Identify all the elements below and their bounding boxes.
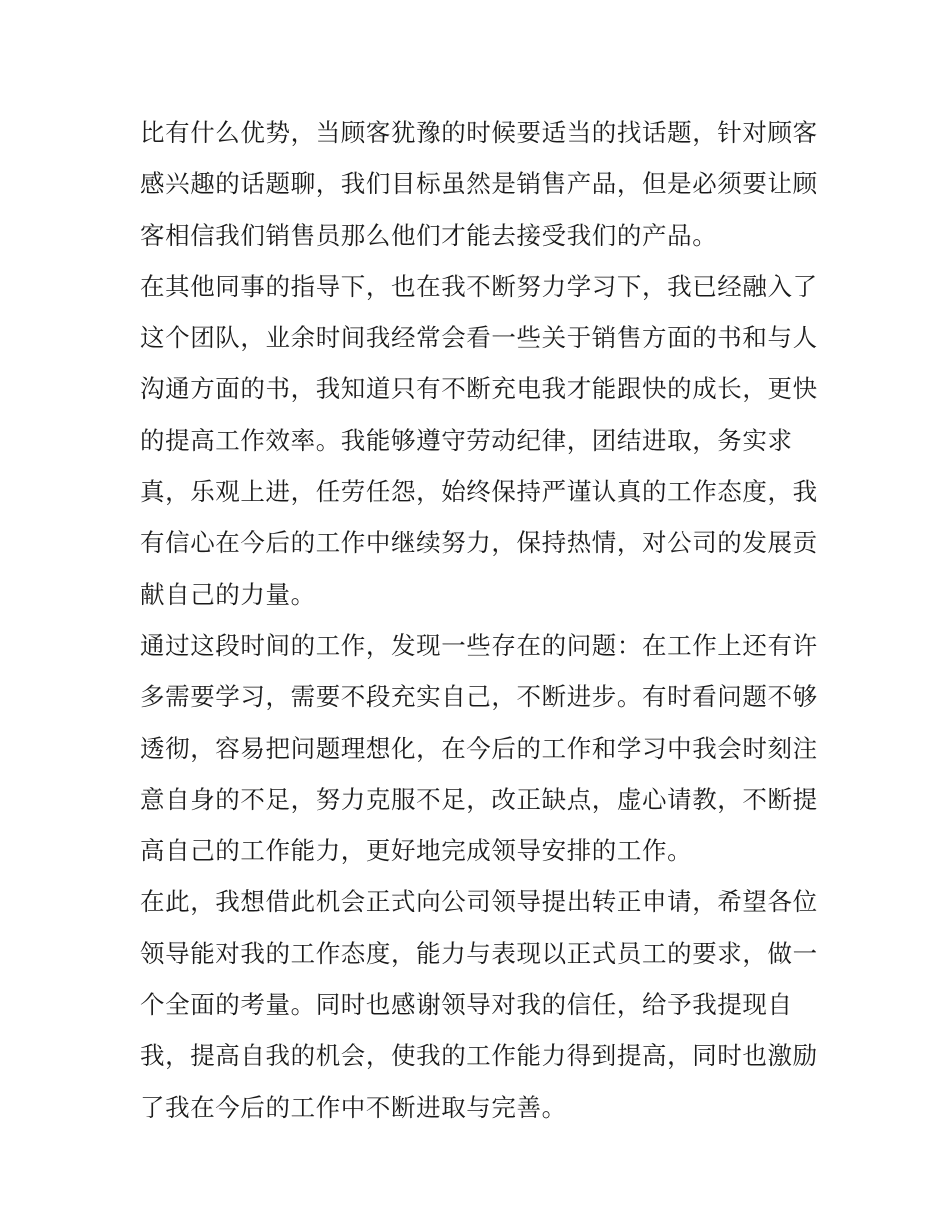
text-line: 献自己的力量。 xyxy=(140,579,316,609)
text-line: 感兴趣的话题聊，我们目标虽然是销售产品，但是必须要让顾 xyxy=(140,169,818,199)
text-line: 意自身的不足，努力克服不足，改正缺点，虚心请教，不断提 xyxy=(140,784,818,814)
document-body xyxy=(140,107,820,1133)
text-line: 高自己的工作能力，更好地完成领导安排的工作。 xyxy=(140,836,693,866)
text-line: 有信心在今后的工作中继续努力，保持热情，对公司的发展贡 xyxy=(140,528,818,558)
text-line: 多需要学习，需要不段充实自己，不断进步。有时看问题不够 xyxy=(140,682,818,712)
text-line: 领导能对我的工作态度，能力与表现以正式员工的要求，做一 xyxy=(140,938,818,968)
text-line: 在其他同事的指导下，也在我不断努力学习下，我已经融入了 xyxy=(140,271,818,301)
text-line: 沟通方面的书，我知道只有不断充电我才能跟快的成长，更快 xyxy=(140,374,818,404)
text-line: 客相信我们销售员那么他们才能去接受我们的产品。 xyxy=(140,220,718,250)
text-line: 真，乐观上进，任劳任怨，始终保持严谨认真的工作态度，我 xyxy=(140,477,818,507)
text-line: 通过这段时间的工作，发现一些存在的问题：在工作上还有许 xyxy=(140,630,818,660)
text-line: 这个团队，业余时间我经常会看一些关于销售方面的书和与人 xyxy=(140,323,818,353)
text-line: 个全面的考量。同时也感谢领导对我的信任，给予我提现自 xyxy=(140,990,793,1020)
text-line: 的提高工作效率。我能够遵守劳动纪律，团结进取，务实求 xyxy=(140,425,793,455)
text-line: 在此，我想借此机会正式向公司领导提出转正申请，希望各位 xyxy=(140,887,818,917)
text-line: 透彻，容易把问题理想化，在今后的工作和学习中我会时刻注 xyxy=(140,733,818,763)
text-line: 了我在今后的工作中不断进取与完善。 xyxy=(140,1092,567,1122)
text-line: 比有什么优势，当顾客犹豫的时候要适当的找话题，针对顾客 xyxy=(140,118,818,147)
text-line: 我，提高自我的机会，使我的工作能力得到提高，同时也激励 xyxy=(140,1041,818,1071)
